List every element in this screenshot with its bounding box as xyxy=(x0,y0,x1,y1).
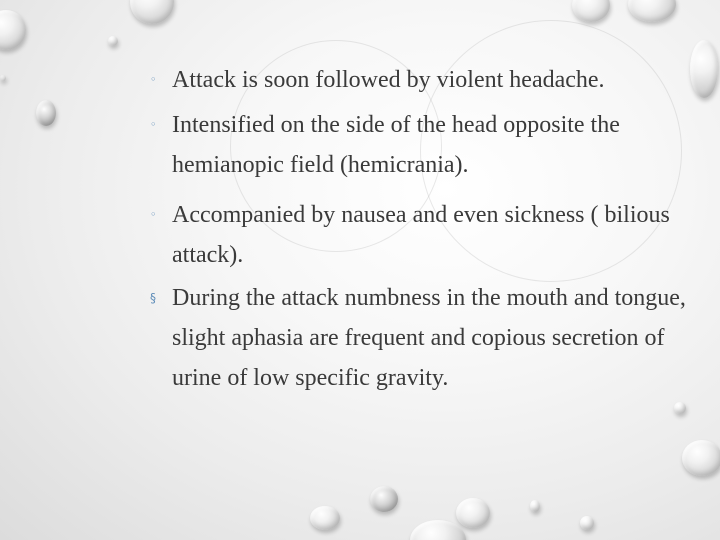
hollow-circle-bullet-icon: ◦ xyxy=(150,118,157,131)
water-droplet-decoration xyxy=(628,0,676,22)
bullet-item xyxy=(150,195,695,275)
water-droplet-decoration xyxy=(130,0,174,24)
water-droplet-decoration xyxy=(310,506,340,530)
water-droplet-decoration xyxy=(108,36,118,46)
water-droplet-decoration xyxy=(36,100,56,126)
water-droplet-decoration xyxy=(410,520,466,540)
water-droplet-decoration xyxy=(0,75,6,81)
bullet-item xyxy=(150,60,605,100)
hollow-circle-bullet-icon: ◦ xyxy=(150,208,157,221)
bullet-text: During the attack numbness in the mouth and tongue, slight aphasia are frequent and copious secretion of urine of low specific gravity. xyxy=(172,285,686,391)
bullet-text: Accompanied by nausea and even sickness ( bilious attack). xyxy=(172,202,670,268)
section-sign-bullet-icon: § xyxy=(150,291,156,305)
water-droplet-decoration xyxy=(572,0,610,22)
water-droplet-decoration xyxy=(370,486,398,512)
bullet-text: Attack is soon followed by violent headache. xyxy=(172,67,605,93)
water-droplet-decoration xyxy=(682,440,720,476)
water-droplet-decoration xyxy=(580,516,594,530)
water-droplet-decoration xyxy=(456,498,490,528)
water-droplet-decoration xyxy=(674,402,686,414)
hollow-circle-bullet-icon: ◦ xyxy=(150,73,157,86)
water-droplet-decoration xyxy=(690,40,718,98)
bullet-text: Intensified on the side of the head opposite the hemianopic field (hemicrania). xyxy=(172,112,620,178)
bullet-item xyxy=(150,278,695,398)
water-droplet-decoration xyxy=(0,10,26,50)
bullet-item xyxy=(150,105,695,185)
water-droplet-decoration xyxy=(530,500,540,512)
